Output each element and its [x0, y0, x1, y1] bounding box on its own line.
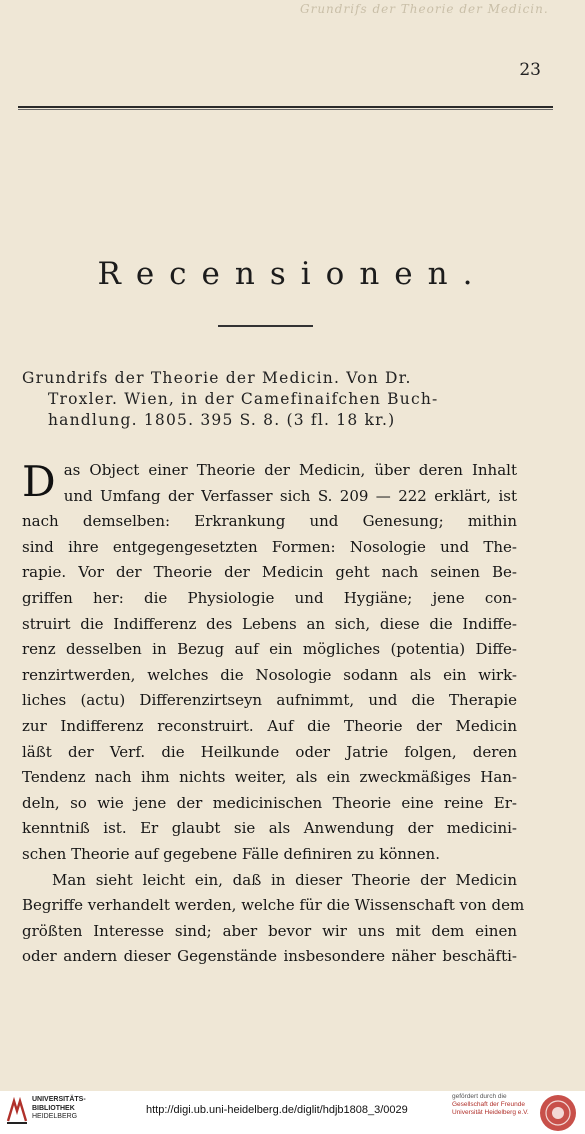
bleed-through-running-head: Grundrifs der Theorie der Medicin.	[300, 2, 549, 16]
body-line: größten Interesse sind; aber bevor wir uns mit dem einen	[22, 921, 517, 940]
body-line: Man sieht leicht ein, daß in dieser Theorie der Medicin	[52, 870, 517, 889]
body-line: schen Theorie auf gegebene Fälle definiren zu können.	[22, 844, 440, 863]
body-line: struirt die Indifferenz des Lebens an sich, diese die Indiffe-	[22, 614, 517, 633]
section-title: Recensionen.	[97, 256, 488, 292]
body-line: oder andern dieser Gegenstände insbesondere näher beschäfti-	[22, 947, 517, 966]
citation-line-1: Grundrifs der Theorie der Medicin. Von Dr.	[22, 369, 412, 387]
review-body	[22, 457, 525, 970]
body-line: und Umfang der Verfasser sich S. 209 — 222 erklärt, ist	[63, 486, 517, 505]
citation-line-2: Troxler. Wien, in der Camefinaifchen Buch-	[48, 390, 439, 408]
body-line: liches (actu) Differenzirtseyn aufnimmt, und die Therapie	[22, 691, 517, 710]
body-line: sind ihre entgegengesetzten Formen: Nosologie und The-	[22, 537, 517, 556]
body-line: Begriffe verhandelt werden, welche für die Wissenschaft von dem	[22, 896, 525, 915]
body-line: renz desselben in Bezug auf ein mögliches (potentia) Diffe-	[22, 640, 517, 659]
body-line: kenntniß ist. Er glaubt sie als Anwendung der medicini-	[22, 819, 517, 838]
book-citation	[22, 368, 522, 431]
page-number: 23	[519, 60, 541, 80]
library-logo-text: UNIVERSITÄTS- BIBLIOTHEK HEIDELBERG	[32, 1096, 86, 1120]
permalink-url[interactable]: http://digi.ub.uni-heidelberg.de/diglit/hdjb1808_3/0029	[146, 1104, 408, 1116]
body-line: deln, so wie jene der medicinischen Theorie eine reine Er-	[22, 793, 517, 812]
header-rule	[18, 106, 553, 108]
body-line: zur Indifferenz reconstruirt. Auf die Theorie der Medicin	[22, 716, 517, 735]
library-logo-icon	[6, 1097, 28, 1125]
title-rule	[218, 325, 313, 327]
drop-cap: D	[22, 457, 56, 506]
body-line: renzirtwerden, welches die Nosologie sodann als ein wirk-	[22, 665, 517, 684]
sponsor-seal-icon	[540, 1095, 576, 1131]
body-line: griffen her: die Physiologie und Hygiäne; jene con-	[22, 588, 517, 607]
body-line: Tendenz nach ihm nichts weiter, als ein zweckmäßiges Han-	[22, 768, 517, 787]
body-line: rapie. Vor der Theorie der Medicin geht nach seinen Be-	[22, 563, 517, 582]
body-line: nach demselben: Erkrankung und Genesung; mithin	[22, 512, 517, 531]
citation-line-3: handlung. 1805. 395 S. 8. (3 fl. 18 kr.)	[48, 411, 396, 429]
viewer-footer	[0, 1091, 585, 1134]
header-rule-thin	[18, 109, 553, 110]
body-line: as Object einer Theorie der Medicin, über deren Inhalt	[63, 461, 517, 479]
sponsor-text: gefördert durch die Gesellschaft der Freunde Universität Heidelberg e.V.	[452, 1093, 529, 1116]
body-line: läßt der Verf. die Heilkunde oder Jatrie folgen, deren	[22, 742, 517, 761]
